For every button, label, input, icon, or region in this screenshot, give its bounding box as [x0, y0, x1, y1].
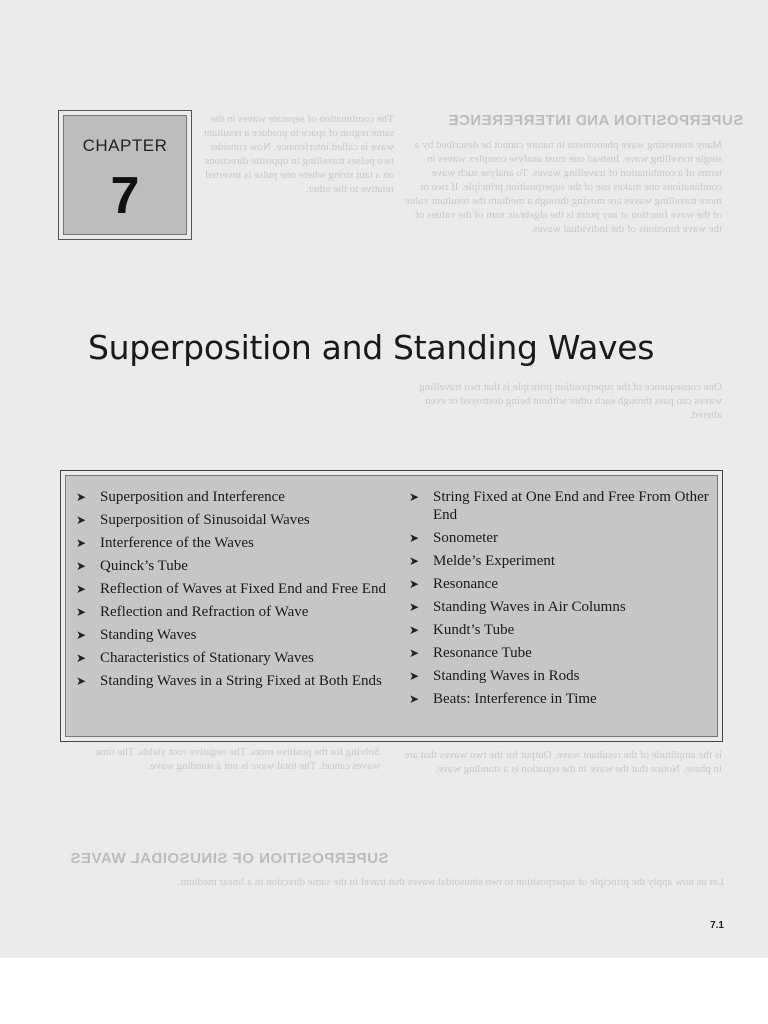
arrow-bullet-icon: ➤ — [76, 513, 87, 527]
contents-item-label: Melde’s Experiment — [433, 553, 556, 569]
contents-box-inner — [65, 475, 718, 737]
contents-item — [76, 511, 386, 529]
arrow-bullet-icon: ➤ — [409, 600, 420, 614]
arrow-bullet-icon: ➤ — [76, 490, 87, 504]
contents-item-label: String Fixed at One End and Free From Other End — [433, 489, 709, 523]
contents-left-column — [76, 488, 386, 695]
contents-item — [409, 529, 709, 547]
contents-item-label: Quinck’s Tube — [100, 558, 188, 574]
contents-item — [409, 621, 709, 639]
contents-item — [76, 557, 386, 575]
contents-item-label: Characteristics of Stationary Waves — [100, 650, 314, 666]
contents-item-label: Beats: Interference in Time — [433, 691, 597, 707]
contents-item-label: Standing Waves in Air Columns — [433, 599, 626, 615]
contents-item-label: Kundt’s Tube — [433, 622, 515, 638]
arrow-bullet-icon: ➤ — [409, 554, 420, 568]
bleed-through-heading: SUPERPOSITION AND INTERFERENCE — [448, 112, 744, 129]
contents-item-label: Sonometer — [433, 530, 498, 546]
arrow-bullet-icon: ➤ — [76, 628, 87, 642]
contents-box — [60, 470, 723, 742]
arrow-bullet-icon: ➤ — [76, 582, 87, 596]
contents-item — [76, 603, 386, 621]
contents-right-column — [409, 488, 709, 713]
chapter-label: CHAPTER — [82, 136, 168, 155]
contents-item-label: Resonance — [433, 576, 498, 592]
contents-item — [409, 598, 709, 616]
contents-item — [409, 488, 709, 524]
bleed-through-text: is the amplitude of the resultant wave. Output for the two waves that are in phase. Notice that the wave in the equation is a standing wave. — [404, 749, 722, 775]
bleed-through-text: Solving for the positive roots. The negative root yields. The time waves cancel. The total wave is not a standing wave. — [95, 746, 380, 772]
contents-item-label: Standing Waves in a String Fixed at Both Ends — [100, 673, 382, 689]
contents-item-label: Resonance Tube — [433, 645, 532, 661]
contents-item — [409, 552, 709, 570]
contents-item-label: Standing Waves — [100, 627, 197, 643]
contents-item-label: Superposition and Interference — [100, 489, 285, 505]
arrow-bullet-icon: ➤ — [409, 531, 420, 545]
page-number: 7.1 — [710, 920, 724, 931]
bleed-through-text: One consequence of the superposition principle is that two travelling waves can pass through each other without being destroyed or even altered. — [419, 381, 722, 421]
contents-item — [76, 534, 386, 552]
arrow-bullet-icon: ➤ — [409, 646, 420, 660]
arrow-bullet-icon: ➤ — [409, 623, 420, 637]
arrow-bullet-icon: ➤ — [76, 559, 87, 573]
arrow-bullet-icon: ➤ — [409, 490, 420, 504]
contents-item-label: Reflection of Waves at Fixed End and Free End — [100, 581, 386, 597]
arrow-bullet-icon: ➤ — [76, 536, 87, 550]
bleed-through-text: The combination of separate waves in the same region of space to produce a resultant wave is called interference. Now consider two pulses travelling in opposite directions on a taut string where one pulse is inverted relative to the other. — [203, 113, 394, 195]
contents-item — [76, 488, 386, 506]
bleed-through-text: Many interesting wave phenomena in nature cannot be described by a single travelling wave. Instead one must analyse complex waves in terms of a combination of travelling waves. To analyse such wave combinations one makes use of the superposition principle. If two or more travelling waves are moving through a medium the resultant value of the wave function at any point is the algebraic sum of the values of the wave functions of the individual waves. — [404, 139, 722, 235]
contents-item — [76, 672, 386, 690]
chapter-box — [58, 110, 192, 240]
chapter-box-inner — [63, 115, 187, 235]
contents-item — [409, 575, 709, 593]
arrow-bullet-icon: ➤ — [76, 674, 87, 688]
contents-item-label: Interference of the Waves — [100, 535, 254, 551]
contents-item-label: Superposition of Sinusoidal Waves — [100, 512, 310, 528]
contents-item — [409, 667, 709, 685]
contents-item-label: Standing Waves in Rods — [433, 668, 580, 684]
chapter-number: 7 — [110, 167, 140, 225]
arrow-bullet-icon: ➤ — [409, 577, 420, 591]
contents-item — [76, 626, 386, 644]
arrow-bullet-icon: ➤ — [409, 669, 420, 683]
arrow-bullet-icon: ➤ — [409, 692, 420, 706]
contents-item-label: Reflection and Refraction of Wave — [100, 604, 309, 620]
contents-item — [409, 644, 709, 662]
contents-item — [76, 580, 386, 598]
bleed-through-heading: SUPERPOSITION OF SINUSOIDAL WAVES — [70, 850, 389, 867]
contents-item — [76, 649, 386, 667]
chapter-title: Superposition and Standing Waves — [88, 328, 655, 367]
arrow-bullet-icon: ➤ — [76, 605, 87, 619]
arrow-bullet-icon: ➤ — [76, 651, 87, 665]
bleed-through-text: Let us now apply the principle of superposition to two sinusoidal waves that travel in the same direction in a linear medium. — [177, 876, 724, 888]
contents-item — [409, 690, 709, 708]
